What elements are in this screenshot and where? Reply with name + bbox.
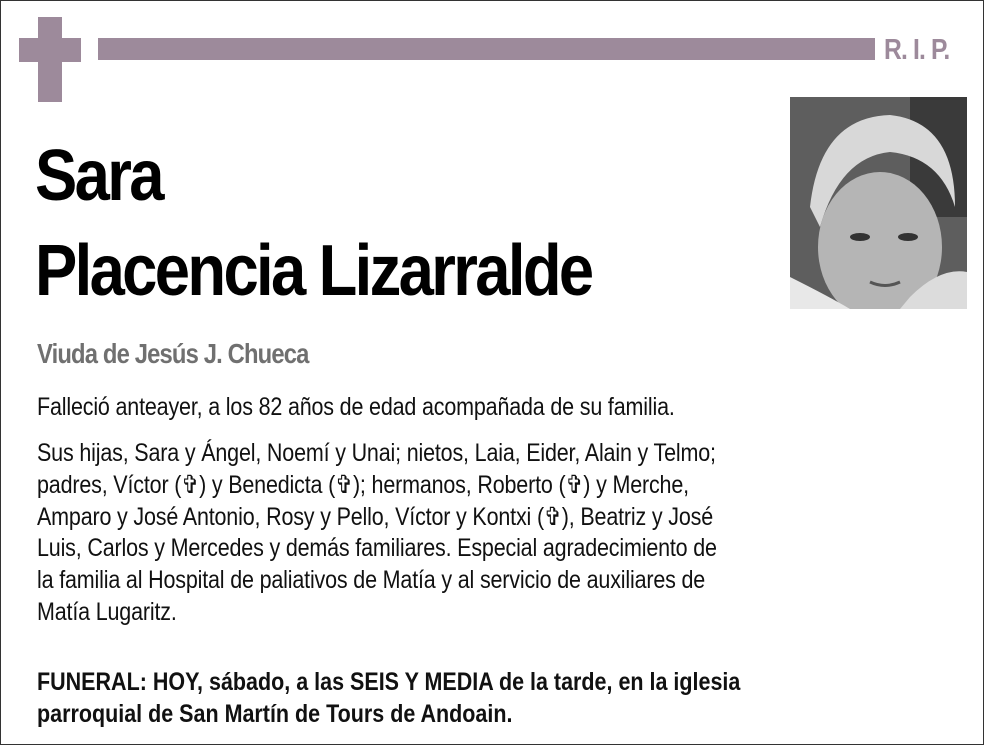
family-line: padres, Víctor (✞) y Benedicta (✞); hermanos, Roberto (✞) y Merche, <box>37 470 689 499</box>
family-line: Matía Lugaritz. <box>37 597 177 626</box>
family-line: Sus hijas, Sara y Ángel, Noemí y Unai; nietos, Laia, Eider, Alain y Telmo; <box>37 439 716 467</box>
widow-of: Viuda de Jesús J. Chueca <box>37 338 309 369</box>
funeral-paragraph <box>37 667 740 731</box>
family-line: Amparo y José Antonio, Rosy y Pello, Víctor y Kontxi (✞), Beatriz y José <box>37 502 713 531</box>
funeral-line: FUNERAL: HOY, sábado, a las SEIS Y MEDIA de la tarde, en la iglesia <box>37 668 741 696</box>
rip-label: R. I. P. <box>884 34 950 66</box>
header-bar <box>98 38 875 60</box>
portrait-photo <box>790 97 967 309</box>
family-line: la familia al Hospital de paliativos de Matía y al servicio de auxiliares de <box>37 566 706 595</box>
deceased-surnames: Placencia Lizarralde <box>35 231 592 311</box>
cross-icon-arm <box>19 38 81 62</box>
funeral-line: parroquial de San Martín de Tours de Andoain. <box>37 699 513 728</box>
deceased-first-name: Sara <box>35 136 162 216</box>
family-paragraph <box>37 438 717 629</box>
death-notice: Falleció anteayer, a los 82 años de edad acompañada de su familia. <box>37 393 675 421</box>
family-line: Luis, Carlos y Mercedes y demás familiares. Especial agradecimiento de <box>37 534 717 563</box>
